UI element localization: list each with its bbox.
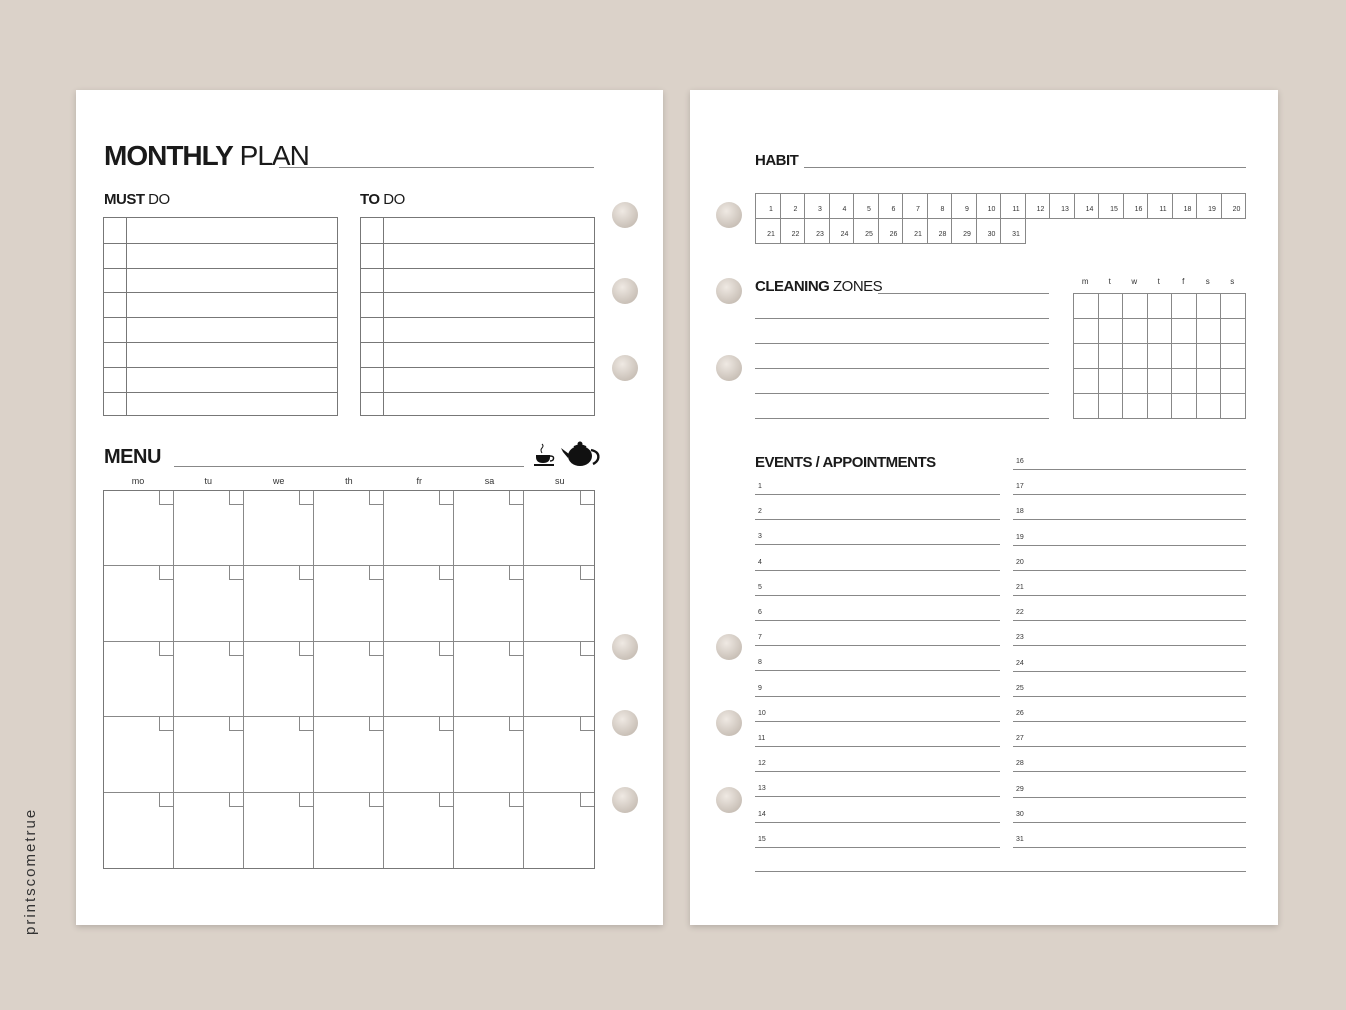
event-line[interactable] — [755, 620, 1000, 621]
date-tab — [580, 642, 594, 656]
event-number: 14 — [758, 810, 766, 818]
event-number: 30 — [1016, 810, 1024, 818]
event-line[interactable] — [755, 519, 1000, 520]
must-do-heading — [104, 191, 170, 208]
punch-hole — [716, 787, 742, 813]
event-number: 28 — [1016, 760, 1024, 768]
week-cell[interactable] — [1171, 343, 1197, 369]
week-cell[interactable] — [1098, 293, 1124, 319]
checklist-row[interactable] — [104, 243, 337, 244]
habit-day-number: 1 — [769, 206, 773, 213]
day-label: su — [555, 476, 565, 486]
date-tab — [229, 642, 243, 656]
event-line[interactable] — [1013, 822, 1246, 823]
date-tab — [159, 642, 173, 656]
menu-title: MENU — [104, 446, 161, 468]
weekday-label: f — [1182, 277, 1185, 286]
week-cell[interactable] — [1196, 393, 1222, 419]
date-tab — [580, 717, 594, 731]
date-tab — [369, 717, 383, 731]
event-number: 18 — [1016, 508, 1024, 516]
week-cell[interactable] — [1171, 293, 1197, 319]
habit-day-number: 29 — [963, 231, 971, 238]
event-number: 7 — [758, 634, 762, 642]
cleaning-line[interactable] — [755, 418, 1049, 419]
weekday-label: m — [1081, 277, 1089, 286]
event-line[interactable] — [755, 796, 1000, 797]
menu-day-cell[interactable] — [174, 642, 244, 717]
habit-day-number: 15 — [1110, 206, 1118, 213]
week-cell[interactable] — [1098, 393, 1124, 419]
must-do-light: DO — [148, 191, 170, 208]
date-tab — [229, 566, 243, 580]
event-number: 6 — [758, 609, 762, 616]
punch-hole — [612, 710, 638, 736]
date-tab — [580, 793, 594, 807]
event-number: 8 — [758, 659, 762, 667]
punch-hole — [612, 355, 638, 381]
habit-day-number: 10 — [987, 206, 996, 213]
habit-day-number: 31 — [1012, 231, 1020, 238]
event-line[interactable] — [1013, 721, 1246, 722]
week-cell[interactable] — [1147, 343, 1173, 369]
week-cell[interactable] — [1220, 393, 1246, 419]
habit-day-number: 23 — [816, 231, 824, 238]
menu-day-cell[interactable] — [244, 793, 314, 868]
habit-day-number: 30 — [987, 231, 996, 238]
punch-hole — [716, 278, 742, 304]
menu-day-cell[interactable] — [244, 717, 314, 792]
to-do-bold: TO — [360, 191, 380, 208]
habit-day-number: 24 — [840, 231, 849, 238]
date-tab — [299, 491, 313, 505]
week-cell[interactable] — [1171, 368, 1197, 394]
event-line[interactable] — [1013, 620, 1246, 621]
event-line[interactable] — [1013, 570, 1246, 571]
event-line[interactable] — [1013, 847, 1246, 848]
date-tab — [229, 793, 243, 807]
event-number: 12 — [758, 760, 766, 768]
date-tab — [229, 717, 243, 731]
event-number: 1 — [758, 483, 762, 490]
menu-day-cell[interactable] — [314, 642, 384, 717]
event-line[interactable] — [755, 570, 1000, 571]
event-line[interactable] — [755, 871, 1246, 872]
date-tab — [439, 566, 453, 580]
punch-hole — [716, 355, 742, 381]
menu-day-cell[interactable] — [174, 491, 244, 566]
event-number: 13 — [758, 785, 766, 793]
habit-day-number: 19 — [1208, 206, 1216, 213]
menu-day-cell[interactable] — [384, 793, 454, 868]
date-tab — [369, 566, 383, 580]
event-number: 24 — [1016, 659, 1024, 667]
event-line[interactable] — [1013, 469, 1246, 470]
habit-day-number: 28 — [938, 231, 947, 238]
events-heading — [755, 454, 936, 471]
day-label: th — [345, 476, 353, 486]
to-do-list[interactable] — [360, 217, 595, 416]
habit-day-number: 21 — [914, 231, 922, 238]
date-tab — [509, 566, 523, 580]
date-tab — [580, 566, 594, 580]
menu-day-cell[interactable] — [454, 642, 524, 717]
event-number: 16 — [1016, 458, 1024, 465]
habit-day-number: 7 — [916, 206, 920, 213]
punch-hole — [612, 634, 638, 660]
menu-day-cell[interactable] — [244, 566, 314, 641]
date-tab — [299, 642, 313, 656]
day-label: mo — [131, 476, 145, 486]
cleaning-line[interactable] — [755, 318, 1049, 319]
menu-day-cell[interactable] — [174, 793, 244, 868]
habit-day-number: 11 — [1159, 206, 1167, 213]
weekday-label: t — [1157, 277, 1160, 286]
day-label: sa — [484, 476, 495, 486]
date-tab — [159, 566, 173, 580]
week-cell[interactable] — [1147, 368, 1173, 394]
date-tab — [299, 717, 313, 731]
date-tab — [509, 793, 523, 807]
date-tab — [229, 491, 243, 505]
event-line[interactable] — [755, 721, 1000, 722]
event-number: 19 — [1016, 533, 1024, 541]
habit-title: HABIT — [755, 152, 799, 169]
menu-day-cell[interactable] — [454, 491, 524, 566]
checklist-row[interactable] — [104, 268, 337, 269]
menu-day-cell[interactable] — [384, 566, 454, 641]
habit-day-number: 2 — [793, 206, 798, 213]
habit-day-number: 14 — [1085, 206, 1094, 213]
event-line[interactable] — [1013, 545, 1246, 546]
date-tab — [369, 793, 383, 807]
date-tab — [580, 491, 594, 505]
week-cell[interactable] — [1098, 318, 1124, 344]
event-line[interactable] — [1013, 671, 1246, 672]
cleaning-light: ZONES — [833, 278, 883, 295]
event-line[interactable] — [1013, 771, 1246, 772]
event-line[interactable] — [1013, 746, 1246, 747]
date-tab — [439, 717, 453, 731]
checklist-row[interactable] — [361, 268, 594, 269]
week-cell[interactable] — [1073, 368, 1099, 394]
week-cell[interactable] — [1098, 368, 1124, 394]
cleaning-line[interactable] — [755, 368, 1049, 369]
event-line[interactable] — [1013, 595, 1246, 596]
week-cell[interactable] — [1171, 318, 1197, 344]
week-cell[interactable] — [1171, 393, 1197, 419]
menu-day-cell[interactable] — [244, 642, 314, 717]
week-cell[interactable] — [1147, 293, 1173, 319]
checklist-row[interactable] — [361, 392, 594, 393]
to-do-heading — [360, 191, 405, 208]
weekday-label: t — [1108, 277, 1111, 286]
habit-day-number: 3 — [818, 206, 822, 213]
week-cell[interactable] — [1122, 293, 1148, 319]
brand-watermark: printscometrue — [22, 807, 39, 935]
date-tab — [299, 793, 313, 807]
event-line[interactable] — [1013, 696, 1246, 697]
habit-day-number: 21 — [767, 231, 775, 238]
event-number: 22 — [1016, 609, 1024, 617]
menu-day-cell[interactable] — [104, 566, 174, 641]
habit-day-number: 12 — [1036, 206, 1045, 213]
menu-heading — [104, 446, 161, 469]
event-number: 11 — [758, 735, 766, 742]
week-cell[interactable] — [1196, 318, 1222, 344]
event-line[interactable] — [755, 822, 1000, 823]
week-cell[interactable] — [1220, 343, 1246, 369]
menu-day-cell[interactable] — [524, 642, 594, 717]
habit-day-number: 18 — [1183, 206, 1192, 213]
monthly-plan-page — [76, 90, 663, 925]
week-cell[interactable] — [1220, 318, 1246, 344]
punch-hole — [612, 787, 638, 813]
habit-day-number: 22 — [791, 231, 800, 238]
menu-day-cell[interactable] — [314, 491, 384, 566]
date-tab — [439, 793, 453, 807]
teapot-icon — [560, 438, 602, 470]
date-tab — [509, 717, 523, 731]
cleaning-rule — [878, 293, 1049, 294]
event-number: 23 — [1016, 634, 1024, 642]
week-cell[interactable] — [1073, 393, 1099, 419]
date-tab — [299, 566, 313, 580]
habit-day-number: 8 — [940, 206, 945, 213]
week-cell[interactable] — [1220, 368, 1246, 394]
event-line[interactable] — [1013, 519, 1246, 520]
menu-day-cell[interactable] — [454, 566, 524, 641]
date-tab — [159, 491, 173, 505]
event-line[interactable] — [755, 544, 1000, 545]
week-cell[interactable] — [1147, 393, 1173, 419]
menu-day-cell[interactable] — [524, 491, 594, 566]
menu-day-cell[interactable] — [244, 491, 314, 566]
habit-heading — [755, 152, 798, 169]
menu-day-cell[interactable] — [104, 491, 174, 566]
title-light: PLAN — [239, 140, 309, 171]
punch-hole — [612, 278, 638, 304]
title-rule — [279, 167, 594, 168]
cleaning-line[interactable] — [755, 343, 1049, 344]
menu-day-cell[interactable] — [314, 717, 384, 792]
week-cell[interactable] — [1196, 293, 1222, 319]
date-tab — [509, 491, 523, 505]
event-line[interactable] — [755, 771, 1000, 772]
week-cell[interactable] — [1073, 318, 1099, 344]
date-tab — [159, 793, 173, 807]
week-cell[interactable] — [1122, 343, 1148, 369]
event-line[interactable] — [1013, 645, 1246, 646]
event-number: 31 — [1016, 836, 1024, 843]
event-line[interactable] — [755, 670, 1000, 671]
event-number: 21 — [1016, 584, 1024, 591]
event-line[interactable] — [755, 595, 1000, 596]
punch-hole — [716, 634, 742, 660]
event-number: 29 — [1016, 785, 1024, 793]
checklist-row[interactable] — [104, 317, 337, 318]
date-tab — [509, 642, 523, 656]
week-cell[interactable] — [1220, 293, 1246, 319]
day-label: we — [272, 476, 285, 486]
event-number: 17 — [1016, 483, 1024, 491]
event-line[interactable] — [755, 696, 1000, 697]
week-cell[interactable] — [1196, 368, 1222, 394]
checklist-row[interactable] — [361, 292, 594, 293]
date-tab — [369, 491, 383, 505]
menu-rule — [174, 466, 524, 467]
menu-day-cell[interactable] — [454, 717, 524, 792]
menu-day-cell[interactable] — [314, 793, 384, 868]
event-line[interactable] — [755, 847, 1000, 848]
checklist-row[interactable] — [104, 367, 337, 368]
must-do-list[interactable] — [103, 217, 338, 416]
habit-events-page — [690, 90, 1278, 925]
teacup-icon — [532, 443, 560, 467]
event-line[interactable] — [1013, 797, 1246, 798]
event-number: 5 — [758, 583, 762, 591]
menu-day-cell[interactable] — [384, 642, 454, 717]
habit-day-number: 4 — [842, 206, 847, 213]
checklist-row[interactable] — [361, 342, 594, 343]
day-label: fr — [416, 476, 422, 486]
event-number: 25 — [1016, 684, 1024, 692]
menu-day-cell[interactable] — [314, 566, 384, 641]
weekday-label: s — [1230, 277, 1235, 286]
habit-day-number: 6 — [891, 206, 896, 213]
habit-day-number: 26 — [889, 231, 898, 238]
event-line[interactable] — [1013, 494, 1246, 495]
date-tab — [159, 717, 173, 731]
menu-day-cell[interactable] — [524, 717, 594, 792]
checklist-row[interactable] — [361, 317, 594, 318]
menu-day-cell[interactable] — [104, 642, 174, 717]
week-cell[interactable] — [1098, 343, 1124, 369]
week-cell[interactable] — [1122, 393, 1148, 419]
week-cell[interactable] — [1073, 343, 1099, 369]
event-number: 4 — [758, 558, 762, 566]
menu-day-cell[interactable] — [104, 717, 174, 792]
punch-hole — [612, 202, 638, 228]
menu-day-cell[interactable] — [454, 793, 524, 868]
habit-day-number: 5 — [867, 206, 871, 213]
event-number: 10 — [758, 709, 766, 717]
event-number: 20 — [1016, 558, 1024, 566]
event-number: 3 — [758, 533, 762, 541]
habit-day-number: 16 — [1134, 206, 1143, 213]
cleaning-bold: CLEANING — [755, 278, 830, 295]
cleaning-line[interactable] — [755, 393, 1049, 394]
menu-day-cell[interactable] — [174, 717, 244, 792]
event-line[interactable] — [755, 645, 1000, 646]
event-number: 2 — [758, 508, 762, 516]
events-title: EVENTS / APPOINTMENTS — [755, 454, 936, 471]
checklist-row[interactable] — [104, 342, 337, 343]
menu-day-cell[interactable] — [524, 793, 594, 868]
menu-day-cell[interactable] — [384, 717, 454, 792]
checklist-row[interactable] — [104, 292, 337, 293]
week-cell[interactable] — [1196, 343, 1222, 369]
event-line[interactable] — [755, 746, 1000, 747]
event-number: 27 — [1016, 735, 1024, 743]
menu-day-cell[interactable] — [104, 793, 174, 868]
habit-day-number: 13 — [1061, 206, 1069, 213]
punch-hole — [716, 710, 742, 736]
week-cell[interactable] — [1147, 318, 1173, 344]
checklist-row[interactable] — [361, 243, 594, 244]
habit-day-number: 25 — [865, 231, 873, 238]
week-cell[interactable] — [1122, 368, 1148, 394]
to-do-light: DO — [383, 191, 405, 208]
date-tab — [439, 642, 453, 656]
habit-rule — [804, 167, 1246, 168]
event-number: 26 — [1016, 710, 1024, 717]
event-line[interactable] — [755, 494, 1000, 495]
checklist-row[interactable] — [361, 367, 594, 368]
day-label: tu — [204, 476, 213, 486]
cleaning-zones-heading — [755, 278, 882, 295]
event-number: 15 — [758, 835, 766, 843]
menu-day-cell[interactable] — [524, 566, 594, 641]
event-number: 9 — [758, 684, 762, 692]
date-tab — [369, 642, 383, 656]
habit-day-number: 20 — [1232, 206, 1241, 213]
date-tab — [439, 491, 453, 505]
menu-calendar[interactable] — [103, 490, 595, 869]
weekday-label: s — [1205, 277, 1210, 286]
punch-hole — [716, 202, 742, 228]
habit-day-number: 9 — [965, 206, 969, 213]
menu-day-cell[interactable] — [174, 566, 244, 641]
habit-day-number: 11 — [1012, 206, 1020, 213]
checklist-row[interactable] — [104, 392, 337, 393]
week-cell[interactable] — [1073, 293, 1099, 319]
menu-day-cell[interactable] — [384, 491, 454, 566]
title-bold: MONTHLY — [104, 140, 233, 171]
weekday-label: w — [1131, 277, 1138, 286]
must-do-bold: MUST — [104, 191, 145, 208]
week-cell[interactable] — [1122, 318, 1148, 344]
